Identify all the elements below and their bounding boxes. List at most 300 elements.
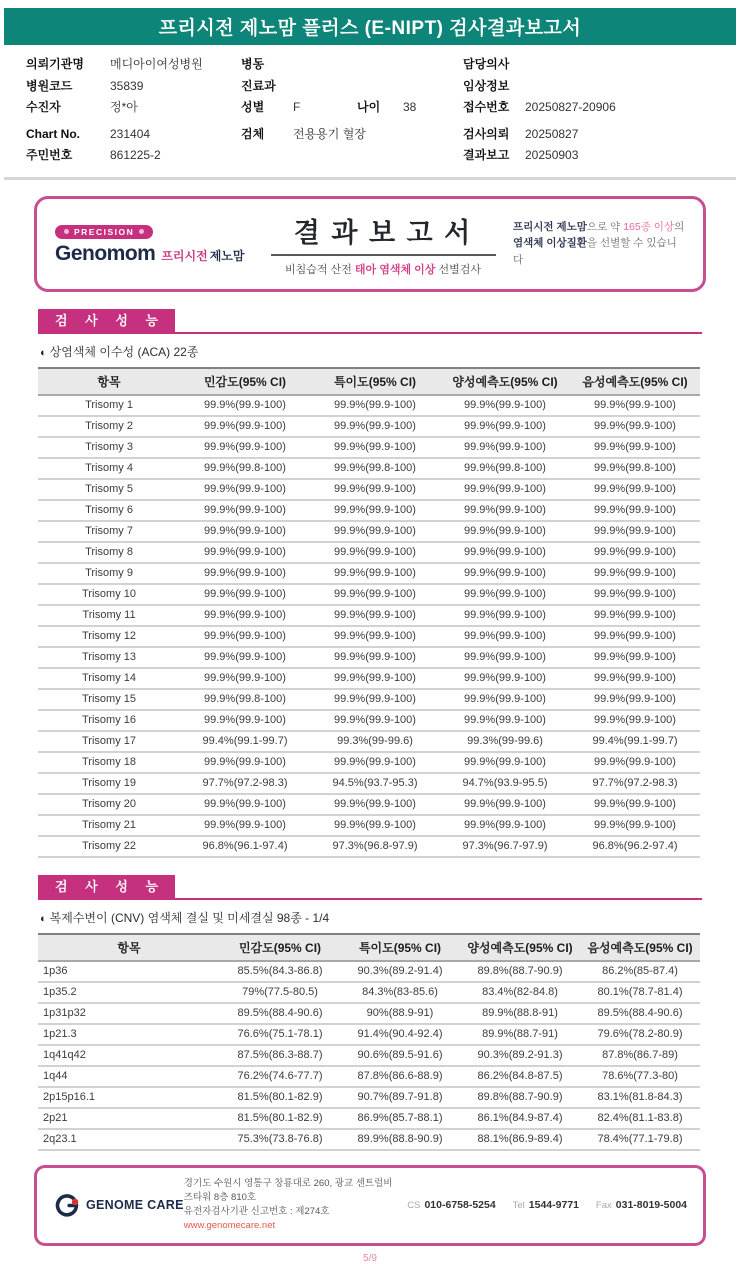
table-cell: 99.9%(99.9-100)	[310, 647, 440, 668]
field-label: 임상정보	[463, 78, 510, 93]
report-subtitle	[253, 261, 513, 277]
result-report-banner	[34, 196, 706, 292]
table-cell: 89.9%(88.7-91)	[460, 1024, 580, 1045]
field-label: 주민번호	[26, 148, 73, 162]
table-cell: 99.9%(99.9-100)	[310, 815, 440, 836]
table-cell: 97.3%(96.8-97.9)	[310, 836, 440, 857]
table-cell: 99.9%(99.9-100)	[310, 752, 440, 773]
table-row	[38, 961, 700, 982]
table-cell: 86.2%(84.8-87.5)	[460, 1066, 580, 1087]
table-cell: Trisomy 16	[38, 710, 180, 731]
table-cell: Trisomy 5	[38, 479, 180, 500]
patient-info	[4, 45, 736, 180]
table-header-row	[38, 368, 700, 395]
fax-number: 031-8019-5004	[615, 1199, 687, 1211]
table-row	[38, 689, 700, 710]
footer-contacts	[393, 1199, 687, 1211]
subtitle-text: 선별검사	[435, 263, 481, 276]
table-cell: 99.9%(99.8-100)	[570, 458, 700, 479]
table-cell: 79%(77.5-80.5)	[220, 982, 340, 1003]
brand-line	[55, 242, 253, 266]
report-title: 결 과 보 고 서	[293, 217, 473, 248]
table-row	[38, 542, 700, 563]
table-cell: 76.2%(74.6-77.7)	[220, 1066, 340, 1087]
table-cell: 86.1%(84.9-87.4)	[460, 1108, 580, 1129]
table-cell: 81.5%(80.1-82.9)	[220, 1108, 340, 1129]
table-cell: 99.9%(99.9-100)	[440, 605, 570, 626]
table-body	[38, 961, 700, 1150]
field-label: 나이	[357, 100, 381, 114]
table-cell: 99.9%(99.9-100)	[310, 416, 440, 437]
table-cell: 99.9%(99.9-100)	[180, 584, 310, 605]
table-cell: 99.9%(99.9-100)	[310, 689, 440, 710]
table-cell: 90.6%(89.5-91.6)	[340, 1045, 460, 1066]
brand-kr: 제노맘	[209, 249, 245, 263]
table-cell: Trisomy 8	[38, 542, 180, 563]
field-label: 의뢰기관명	[26, 57, 84, 71]
tel-label: Tel	[512, 1200, 525, 1211]
field-label: 검사의뢰	[463, 126, 510, 141]
subtitle-text: 비침습적 산전	[285, 263, 355, 276]
table-row	[38, 773, 700, 794]
section-badge: 검 사 성 능	[38, 309, 175, 332]
dot-icon	[139, 229, 144, 234]
table-cell: 99.9%(99.9-100)	[440, 815, 570, 836]
table-body	[38, 395, 700, 857]
table-cell: Trisomy 17	[38, 731, 180, 752]
table-cell: 1p35.2	[38, 982, 220, 1003]
note-bold: 프리시전 제노맘	[513, 221, 587, 234]
footer-address	[184, 1177, 394, 1234]
header-banner	[4, 8, 736, 45]
field-label: 병동	[241, 57, 265, 71]
table-cell: 83.4%(82-84.8)	[460, 982, 580, 1003]
table-row	[38, 1108, 700, 1129]
table-row	[38, 836, 700, 857]
field-value: 20250827	[525, 126, 579, 141]
table-cell: Trisomy 7	[38, 521, 180, 542]
table-cell: Trisomy 10	[38, 584, 180, 605]
table-cell: 96.8%(96.2-97.4)	[570, 836, 700, 857]
table-cell: 99.9%(99.8-100)	[180, 458, 310, 479]
table-row	[38, 1066, 700, 1087]
column-header: 항목	[38, 934, 220, 961]
field-org	[26, 54, 241, 76]
table-cell: Trisomy 6	[38, 500, 180, 521]
table-head	[38, 934, 700, 961]
table-cell: 99.9%(99.9-100)	[310, 605, 440, 626]
table-cell: 99.9%(99.9-100)	[440, 416, 570, 437]
table-cell: 99.9%(99.9-100)	[570, 521, 700, 542]
table-cell: Trisomy 15	[38, 689, 180, 710]
table-cell: 99.9%(99.9-100)	[570, 542, 700, 563]
genome-care-logo	[53, 1192, 184, 1219]
table-cell: 89.8%(88.7-90.9)	[460, 961, 580, 982]
field-label: 담당의사	[463, 57, 510, 71]
table-cell: 2q23.1	[38, 1129, 220, 1150]
field-ward	[241, 54, 463, 76]
table-cell: Trisomy 12	[38, 626, 180, 647]
table-cell: 99.4%(99.1-99.7)	[570, 731, 700, 752]
table-cell: 99.9%(99.9-100)	[570, 395, 700, 416]
table-row	[38, 1024, 700, 1045]
table-cell: 99.9%(99.9-100)	[440, 395, 570, 416]
table-cell: 86.9%(85.7-88.1)	[340, 1108, 460, 1129]
table-cell: 99.9%(99.9-100)	[180, 416, 310, 437]
patient-info-col1	[26, 54, 241, 167]
table-cell: 76.6%(75.1-78.1)	[220, 1024, 340, 1045]
table-cell: 89.9%(88.8-90.9)	[340, 1129, 460, 1150]
caption-text: 복제수변이 (CNV) 염색체 결실 및 미세결실 98종 - 1/4	[49, 910, 330, 925]
table-cell: 2p21	[38, 1108, 220, 1129]
precision-badge-label: PRECISION	[74, 226, 135, 237]
table-cell: 99.9%(99.9-100)	[180, 500, 310, 521]
table-row	[38, 1087, 700, 1108]
column-header: 양성예측도(95% CI)	[440, 368, 570, 395]
table-cell: 97.7%(97.2-98.3)	[180, 773, 310, 794]
column-header: 양성예측도(95% CI)	[460, 934, 580, 961]
table-cell: 99.9%(99.9-100)	[180, 395, 310, 416]
field-report-date	[463, 145, 716, 167]
table-cell: 99.9%(99.9-100)	[440, 584, 570, 605]
table-row	[38, 752, 700, 773]
table-row	[38, 982, 700, 1003]
cs-label: CS	[407, 1200, 421, 1211]
table-cell: 99.9%(99.9-100)	[180, 794, 310, 815]
table-cell: 97.3%(96.7-97.9)	[440, 836, 570, 857]
field-label: 검체	[241, 126, 265, 141]
table-cell: 99.9%(99.9-100)	[310, 710, 440, 731]
table-cell: 99.9%(99.9-100)	[310, 542, 440, 563]
table-cell: 99.9%(99.9-100)	[440, 626, 570, 647]
table-cell: 99.9%(99.9-100)	[440, 437, 570, 458]
table-cell: 89.5%(88.4-90.6)	[580, 1003, 700, 1024]
patient-info-col2	[241, 54, 463, 167]
half-circle-bullet-icon: ◐	[40, 912, 47, 925]
table-cell: 90.3%(89.2-91.4)	[340, 961, 460, 982]
address-line2: 유전자검사기관 신고번호 : 제274호	[183, 1206, 330, 1217]
table-cell: 99.9%(99.9-100)	[310, 584, 440, 605]
table-cell: 79.6%(78.2-80.9)	[580, 1024, 700, 1045]
field-resident-no	[26, 145, 241, 167]
field-value: 35839	[110, 78, 144, 93]
table-cell: Trisomy 20	[38, 794, 180, 815]
table-row	[38, 395, 700, 416]
table-cell: 99.9%(99.9-100)	[570, 710, 700, 731]
field-value: F	[293, 100, 301, 114]
address-line1: 경기도 수원시 영통구 창룡대로 260, 광교 센트럴비즈타워 8층 810호	[183, 1177, 393, 1203]
table-cell: 99.4%(99.1-99.7)	[180, 731, 310, 752]
table-cell: Trisomy 4	[38, 458, 180, 479]
table-cell: 99.9%(99.9-100)	[180, 710, 310, 731]
table-cell: 78.4%(77.1-79.8)	[580, 1129, 700, 1150]
note-text: 의	[674, 221, 685, 234]
page-title: 프리시전 제노맘 플러스 (E-NIPT) 검사결과보고서	[158, 18, 582, 39]
table-cell: 99.9%(99.9-100)	[180, 647, 310, 668]
note-text: 으로 약	[586, 221, 624, 234]
field-value: 38	[403, 100, 417, 114]
table-cell: 1p31p32	[38, 1003, 220, 1024]
table-cell: 87.8%(86.7-89)	[580, 1045, 700, 1066]
table-cell: 97.7%(97.2-98.3)	[570, 773, 700, 794]
table-cell: Trisomy 11	[38, 605, 180, 626]
section-header-aca	[38, 309, 702, 334]
company-name: GENOME CARE	[86, 1198, 184, 1212]
brand-kr-accent: 프리시전	[161, 249, 208, 263]
brand-wordmark: Genomom	[55, 242, 156, 265]
table-cell: Trisomy 1	[38, 395, 180, 416]
table-cell: 1q44	[38, 1066, 220, 1087]
field-clinical-info	[463, 76, 716, 98]
table-row	[38, 647, 700, 668]
table-cell: 99.9%(99.9-100)	[180, 626, 310, 647]
note-bold: 염색체 이상질환	[513, 237, 587, 250]
column-header: 민감도(95% CI)	[180, 368, 310, 395]
table-row	[38, 500, 700, 521]
table-cell: 80.1%(78.7-81.4)	[580, 982, 700, 1003]
table-cell: 87.8%(86.6-88.9)	[340, 1066, 460, 1087]
field-value: 231404	[110, 126, 151, 141]
table-cell: Trisomy 21	[38, 815, 180, 836]
table-row	[38, 437, 700, 458]
field-value: 20250827-20906	[525, 100, 616, 114]
table-cell: 99.3%(99-99.6)	[440, 731, 570, 752]
table-cell: 99.9%(99.9-100)	[570, 794, 700, 815]
table-cell: 99.9%(99.9-100)	[440, 479, 570, 500]
table-row	[38, 1045, 700, 1066]
table-cell: 1p21.3	[38, 1024, 220, 1045]
field-label: 수진자	[26, 100, 61, 114]
table-head	[38, 368, 700, 395]
table-cell: 99.9%(99.9-100)	[570, 584, 700, 605]
table-cell: 99.9%(99.9-100)	[180, 479, 310, 500]
field-label: 진료과	[241, 78, 276, 93]
table-cell: 90.7%(89.7-91.8)	[340, 1087, 460, 1108]
field-label: 결과보고	[463, 148, 510, 162]
table-cell: 99.9%(99.8-100)	[180, 689, 310, 710]
table-row	[38, 794, 700, 815]
table-cell: 99.9%(99.9-100)	[570, 752, 700, 773]
table-cell: Trisomy 2	[38, 416, 180, 437]
table-cell: 99.3%(99-99.6)	[310, 731, 440, 752]
table-row	[38, 626, 700, 647]
table-cell: 99.9%(99.9-100)	[180, 752, 310, 773]
table-cell: 99.9%(99.9-100)	[180, 668, 310, 689]
field-value: 메디아이여성병원	[110, 57, 203, 71]
table-cell: 99.9%(99.9-100)	[310, 626, 440, 647]
field-patient-name	[26, 97, 241, 119]
table-cell: 99.9%(99.9-100)	[180, 563, 310, 584]
table-cell: Trisomy 3	[38, 437, 180, 458]
table-cell: 99.9%(99.9-100)	[570, 416, 700, 437]
table-cell: 85.5%(84.3-86.8)	[220, 961, 340, 982]
table-row	[38, 605, 700, 626]
table-cell: 99.9%(99.9-100)	[180, 815, 310, 836]
table-row	[38, 563, 700, 584]
half-circle-bullet-icon: ◐	[40, 346, 47, 359]
fax-label: Fax	[595, 1200, 612, 1211]
column-header: 특이도(95% CI)	[310, 368, 440, 395]
table-cell: Trisomy 22	[38, 836, 180, 857]
table-row	[38, 479, 700, 500]
field-value: 정*아	[110, 100, 138, 114]
field-doctor	[463, 54, 716, 76]
table-cell: 99.9%(99.8-100)	[310, 458, 440, 479]
field-label: Chart No.	[26, 126, 80, 141]
table-cell: Trisomy 19	[38, 773, 180, 794]
table-row	[38, 416, 700, 437]
field-hospital-code	[26, 76, 241, 98]
table-cell: 89.5%(88.4-90.6)	[220, 1003, 340, 1024]
table-cell: 84.3%(83-85.6)	[340, 982, 460, 1003]
table-cell: 99.9%(99.9-100)	[440, 794, 570, 815]
table-cell: 1p36	[38, 961, 220, 982]
field-value: 20250903	[525, 148, 579, 162]
table-cell: 88.1%(86.9-89.4)	[460, 1129, 580, 1150]
table-cell: 99.9%(99.9-100)	[570, 437, 700, 458]
tel-number: 1544-9771	[528, 1199, 579, 1211]
table-cell: 99.9%(99.9-100)	[440, 752, 570, 773]
website-link[interactable]: www.genomecare.net	[183, 1220, 276, 1232]
field-value: 861225-2	[110, 148, 161, 162]
table-cell: 91.4%(90.4-92.4)	[340, 1024, 460, 1045]
caption-text: 상염색체 이수성 (ACA) 22종	[49, 344, 199, 359]
page-number: 5/9	[363, 1252, 377, 1264]
table-row	[38, 710, 700, 731]
field-receipt-no	[463, 97, 716, 119]
table-cell: 99.9%(99.9-100)	[440, 500, 570, 521]
table-row	[38, 1129, 700, 1150]
table-cell: 99.9%(99.9-100)	[440, 689, 570, 710]
field-label: 병원코드	[26, 78, 73, 93]
field-label: 성별	[241, 100, 265, 114]
patient-info-col3	[463, 54, 716, 167]
table-cell: 99.9%(99.9-100)	[310, 479, 440, 500]
table-cell: 99.9%(99.9-100)	[310, 395, 440, 416]
table-cell: 99.9%(99.9-100)	[440, 668, 570, 689]
section-header-cnv	[38, 875, 702, 900]
table-cell: 99.9%(99.9-100)	[310, 563, 440, 584]
column-header: 민감도(95% CI)	[220, 934, 340, 961]
table-cell: 1q41q42	[38, 1045, 220, 1066]
table-cell: Trisomy 9	[38, 563, 180, 584]
table-row	[38, 584, 700, 605]
table-row	[38, 1003, 700, 1024]
table-cell: 99.9%(99.9-100)	[440, 542, 570, 563]
table-cell: 90.3%(89.2-91.3)	[460, 1045, 580, 1066]
table-cell: Trisomy 13	[38, 647, 180, 668]
table-cell: 99.9%(99.9-100)	[180, 437, 310, 458]
table-row	[38, 731, 700, 752]
table-cell: 89.9%(88.8-91)	[460, 1003, 580, 1024]
table-cell: 89.8%(88.7-90.9)	[460, 1087, 580, 1108]
report-title-block	[253, 211, 513, 277]
column-header: 음성예측도(95% CI)	[580, 934, 700, 961]
table-cell: 75.3%(73.8-76.8)	[220, 1129, 340, 1150]
field-chart-no	[26, 124, 241, 146]
table-cell: 99.9%(99.9-100)	[180, 542, 310, 563]
table-cell: 99.9%(99.9-100)	[570, 689, 700, 710]
table-cell: 99.9%(99.9-100)	[570, 563, 700, 584]
table-cell: 96.8%(96.1-97.4)	[180, 836, 310, 857]
table-cell: 99.9%(99.9-100)	[570, 626, 700, 647]
table-cell: 99.9%(99.9-100)	[440, 521, 570, 542]
dot-icon	[64, 229, 69, 234]
table-cell: 99.9%(99.9-100)	[570, 668, 700, 689]
column-header: 항목	[38, 368, 180, 395]
field-label: 접수번호	[463, 100, 510, 114]
field-department	[241, 76, 463, 98]
field-specimen	[241, 124, 463, 146]
table-cell: 99.9%(99.9-100)	[440, 647, 570, 668]
note-highlight: 165종 이상	[623, 221, 675, 234]
precision-badge	[55, 225, 153, 239]
section-badge: 검 사 성 능	[38, 875, 175, 898]
table-cell: 99.9%(99.9-100)	[440, 710, 570, 731]
table-cell: 81.5%(80.1-82.9)	[220, 1087, 340, 1108]
table-cell: 90%(88.9-91)	[340, 1003, 460, 1024]
table-cell: 2p15p16.1	[38, 1087, 220, 1108]
table-cell: 94.5%(93.7-95.3)	[310, 773, 440, 794]
table-cell: 99.9%(99.9-100)	[180, 605, 310, 626]
table-cell: 87.5%(86.3-88.7)	[220, 1045, 340, 1066]
table-cell: 82.4%(81.1-83.8)	[580, 1108, 700, 1129]
field-value: 전용용기 혈장	[293, 126, 366, 141]
table-cell: 99.9%(99.9-100)	[310, 668, 440, 689]
cs-number: 010-6758-5254	[424, 1199, 496, 1211]
table-cell: 99.9%(99.9-100)	[570, 605, 700, 626]
table-cell: 99.9%(99.9-100)	[570, 647, 700, 668]
footer	[34, 1165, 706, 1246]
table-cell: Trisomy 18	[38, 752, 180, 773]
genomom-logo	[55, 221, 253, 266]
aca-table-caption	[40, 343, 702, 360]
table-cell: 99.9%(99.9-100)	[310, 794, 440, 815]
table-cell: 83.1%(81.8-84.3)	[580, 1087, 700, 1108]
note-text: 을 선별할 수 있습니다	[513, 237, 677, 266]
table-cell: 94.7%(93.9-95.5)	[440, 773, 570, 794]
table-row	[38, 458, 700, 479]
title-divider	[271, 254, 496, 256]
table-cell: 99.9%(99.9-100)	[180, 521, 310, 542]
field-sex-age	[241, 97, 463, 119]
column-header: 특이도(95% CI)	[340, 934, 460, 961]
aca-performance-table	[38, 367, 700, 858]
table-cell: 86.2%(85-87.4)	[580, 961, 700, 982]
cnv-performance-table	[38, 933, 700, 1151]
subtitle-highlight: 태아 염색체 이상	[354, 263, 436, 276]
table-row	[38, 668, 700, 689]
table-cell: 99.9%(99.9-100)	[310, 437, 440, 458]
column-header: 음성예측도(95% CI)	[570, 368, 700, 395]
table-cell: Trisomy 14	[38, 668, 180, 689]
banner-note	[513, 219, 685, 268]
genome-care-mark-icon	[53, 1192, 80, 1219]
table-row	[38, 815, 700, 836]
table-header-row	[38, 934, 700, 961]
table-cell: 99.9%(99.8-100)	[440, 458, 570, 479]
table-cell: 99.9%(99.9-100)	[570, 479, 700, 500]
table-cell: 99.9%(99.9-100)	[440, 563, 570, 584]
table-cell: 99.9%(99.9-100)	[570, 815, 700, 836]
table-row	[38, 521, 700, 542]
cnv-table-caption	[40, 909, 702, 926]
table-cell: 99.9%(99.9-100)	[310, 500, 440, 521]
table-cell: 99.9%(99.9-100)	[570, 500, 700, 521]
table-cell: 78.6%(77.3-80)	[580, 1066, 700, 1087]
field-request-date	[463, 124, 716, 146]
table-cell: 99.9%(99.9-100)	[310, 521, 440, 542]
